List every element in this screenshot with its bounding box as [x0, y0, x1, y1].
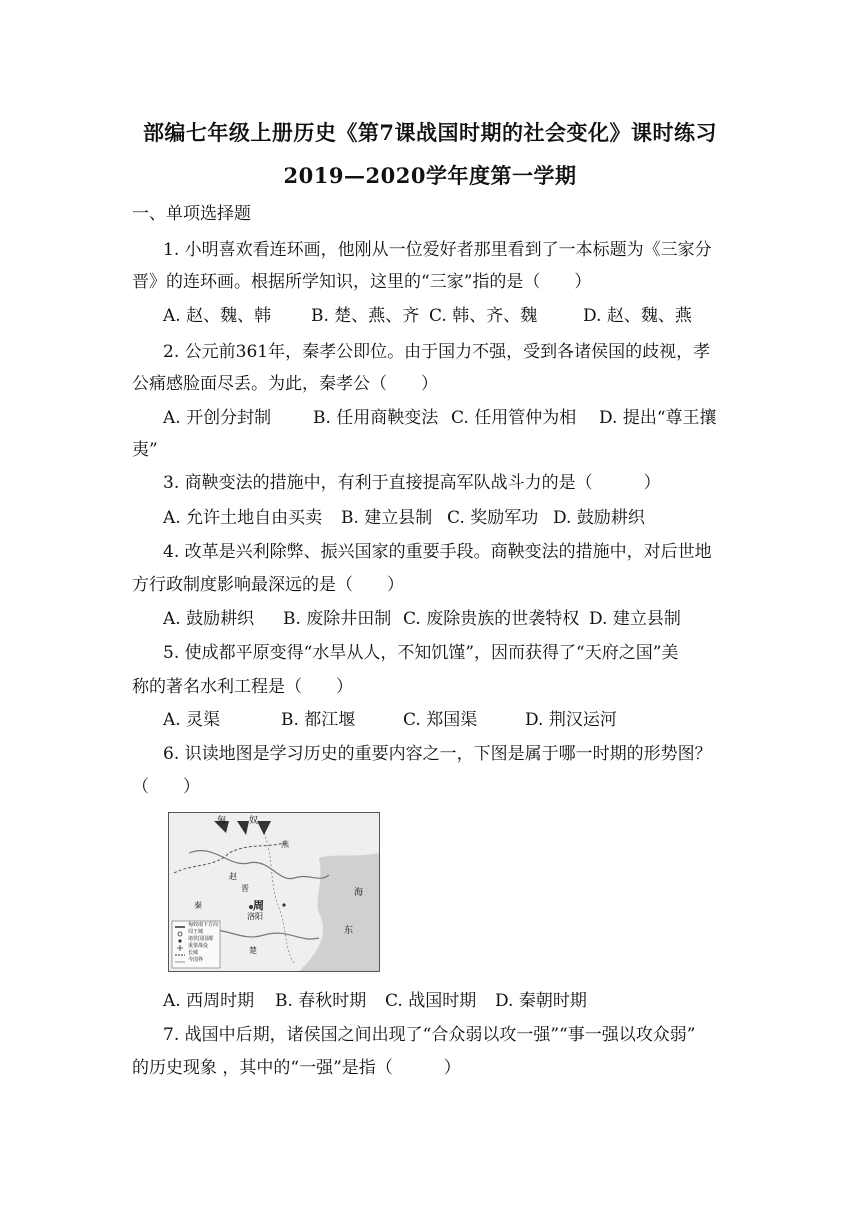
question-2-option-d-wrap: 夷”	[132, 440, 158, 460]
legend-item: 诸侯国国都	[188, 936, 214, 942]
option-c: C. 奖励军功	[447, 508, 539, 528]
option-b: B. 春秋时期	[275, 991, 367, 1011]
question-6-options	[163, 990, 723, 1012]
question-3-line-1: 3. 商鞅变法的措施中，有利于直接提高军队战斗力的是（ ）	[163, 473, 661, 493]
map-label-luoyang: 洛阳	[247, 912, 263, 921]
question-1-options	[163, 305, 763, 327]
option-c: C. 任用管仲为相	[451, 408, 577, 428]
option-a: A. 开创分封制	[163, 408, 272, 428]
option-b: B. 废除井田制	[283, 609, 392, 629]
question-2-line-1: 2. 公元前361年，秦孝公即位。由于国力不强，受到各诸侯国的歧视，孝	[163, 342, 711, 362]
option-a: A. 鼓励耕织	[163, 609, 255, 629]
question-2-options	[163, 407, 733, 429]
option-d: D. 荆汉运河	[525, 710, 617, 730]
map-label-yan: 燕	[281, 840, 289, 849]
option-b: B. 任用商鞅变法	[313, 408, 439, 428]
option-d: D. 提出“尊王攘	[599, 408, 717, 428]
option-d: D. 赵、魏、燕	[583, 306, 692, 326]
legend-item: 重要战役	[188, 943, 209, 949]
question-7-line-2: 的历史现象 ，其中的“一强”是指（ ）	[132, 1058, 461, 1078]
legend-item: 长城	[188, 950, 199, 956]
option-b: B. 楚、燕、齐	[311, 306, 420, 326]
map-label-zhao: 赵	[229, 872, 237, 881]
question-6-line-2: （ ）	[132, 777, 200, 797]
section-heading: 一、单项选择题	[132, 204, 251, 224]
option-c: C. 废除贵族的世袭特权	[403, 609, 580, 629]
option-b: B. 建立县制	[341, 508, 433, 528]
legend-item: 今国界	[188, 957, 204, 963]
option-a: A. 灵渠	[163, 710, 221, 730]
legend-item: 匈奴南下方向	[188, 922, 219, 928]
option-a: A. 赵、魏、韩	[163, 306, 272, 326]
map-label-chu: 楚	[249, 946, 257, 955]
document-subtitle: 2019—2020学年度第一学期	[283, 163, 577, 188]
document-title: 部编七年级上册历史《第7课战国时期的社会变化》课时练习	[142, 120, 718, 145]
question-7-line-1: 7. 战国中后期，诸侯国之间出现了“合众弱以攻一强”“事一强以攻众弱”	[163, 1025, 696, 1045]
map-label-hai: 海	[354, 888, 364, 898]
option-c: C. 韩、齐、魏	[429, 306, 538, 326]
question-4-options	[163, 608, 733, 630]
question-5-line-2: 称的著名水利工程是（ ）	[132, 677, 353, 697]
option-a: A. 西周时期	[163, 991, 255, 1011]
map-label-zhou: 周	[253, 899, 264, 912]
map-legend	[188, 922, 218, 964]
map-label-dong: 东	[344, 926, 354, 936]
option-c: C. 战国时期	[385, 991, 477, 1011]
question-4-line-1: 4. 改革是兴利除弊、振兴国家的重要手段。商鞅变法的措施中，对后世地	[163, 542, 712, 562]
question-1-line-2: 晋》的连环画。根据所学知识，这里的“三家”指的是（ ）	[132, 272, 592, 292]
map-label-jin: 晋	[241, 884, 249, 893]
option-d: D. 建立县制	[589, 609, 681, 629]
map-label-qin: 秦	[194, 901, 202, 910]
option-a: A. 允许土地自由买卖	[163, 508, 323, 528]
question-3-options	[163, 507, 723, 529]
option-d: D. 鼓励耕织	[553, 508, 645, 528]
option-c: C. 郑国渠	[403, 710, 478, 730]
legend-item: 周王城	[188, 929, 204, 935]
historical-map-figure	[168, 812, 380, 972]
option-b: B. 都江堰	[281, 710, 356, 730]
question-5-line-1: 5. 使成都平原变得“水旱从人，不知饥馑”，因而获得了“天府之国”美	[163, 643, 679, 663]
question-2-line-2: 公痛感脸面尽丢。为此，秦孝公（ ）	[132, 374, 438, 394]
question-5-options	[163, 709, 723, 731]
question-4-line-2: 方行政制度影响最深远的是（ ）	[132, 575, 404, 595]
map-label-xiong: 匈	[217, 816, 227, 826]
question-6-line-1: 6. 识读地图是学习历史的重要内容之一，下图是属于哪一时期的形势图？	[163, 744, 712, 764]
question-1-line-1: 1. 小明喜欢看连环画，他刚从一位爱好者那里看到了一本标题为《三家分	[163, 240, 712, 260]
map-label-nu: 奴	[249, 816, 259, 826]
option-d: D. 秦朝时期	[495, 991, 587, 1011]
